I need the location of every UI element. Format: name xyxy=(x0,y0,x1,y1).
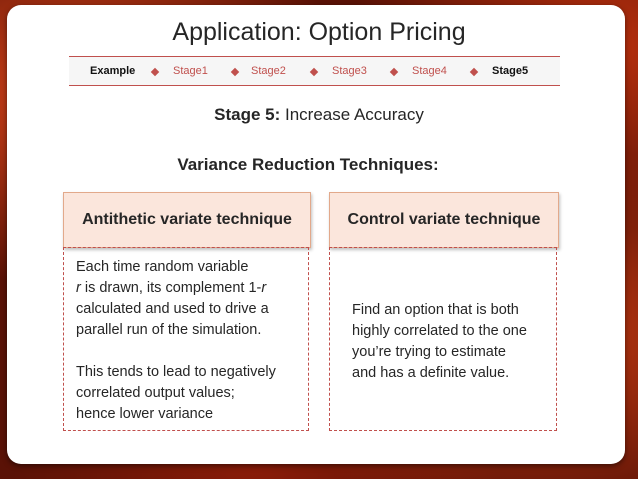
body-line: correlated output values; xyxy=(76,385,235,401)
nav-item-stage1[interactable]: Stage1 xyxy=(173,65,208,77)
variable-r: r xyxy=(76,280,81,296)
diamond-bullet-icon xyxy=(470,68,478,76)
diamond-bullet-icon xyxy=(151,68,159,76)
section-subtitle: Variance Reduction Techniques: xyxy=(177,155,439,174)
nav-item-stage5[interactable]: Stage5 xyxy=(492,65,529,77)
nav-item-stage3[interactable]: Stage3 xyxy=(332,65,367,77)
variable-r: r xyxy=(261,280,267,296)
stage-heading-text: Increase Accuracy xyxy=(284,105,424,124)
body-line: hence lower variance xyxy=(76,406,214,422)
nav-item-stage2[interactable]: Stage2 xyxy=(251,65,286,77)
body-line: This tends to lead to negatively xyxy=(76,364,276,380)
control-technique-header: Control variate technique xyxy=(329,192,559,248)
diamond-bullet-icon xyxy=(390,68,398,76)
stage-heading-prefix: Stage 5: xyxy=(214,105,281,124)
antithetic-technique-body xyxy=(63,247,309,431)
nav-item-stage4[interactable]: Stage4 xyxy=(412,65,447,77)
stage-navigation xyxy=(69,56,560,86)
control-technique-body xyxy=(329,247,557,431)
diamond-bullet-icon xyxy=(310,68,318,76)
body-line: r is drawn, its complement 1-r xyxy=(76,280,267,296)
body-line: highly correlated to the one xyxy=(352,323,527,339)
body-line: calculated and used to drive a xyxy=(76,301,269,317)
body-line: parallel run of the simulation. xyxy=(76,322,262,338)
body-line: Each time random variable xyxy=(76,259,249,275)
diamond-bullet-icon xyxy=(231,68,239,76)
body-line: and has a definite value. xyxy=(352,365,510,381)
stage-heading xyxy=(0,105,638,125)
nav-item-example[interactable]: Example xyxy=(90,65,136,77)
slide-title: Application: Option Pricing xyxy=(172,18,466,46)
body-line: you’re trying to estimate xyxy=(352,344,506,360)
antithetic-technique-header: Antithetic variate technique xyxy=(63,192,311,248)
body-line: Find an option that is both xyxy=(352,302,519,318)
